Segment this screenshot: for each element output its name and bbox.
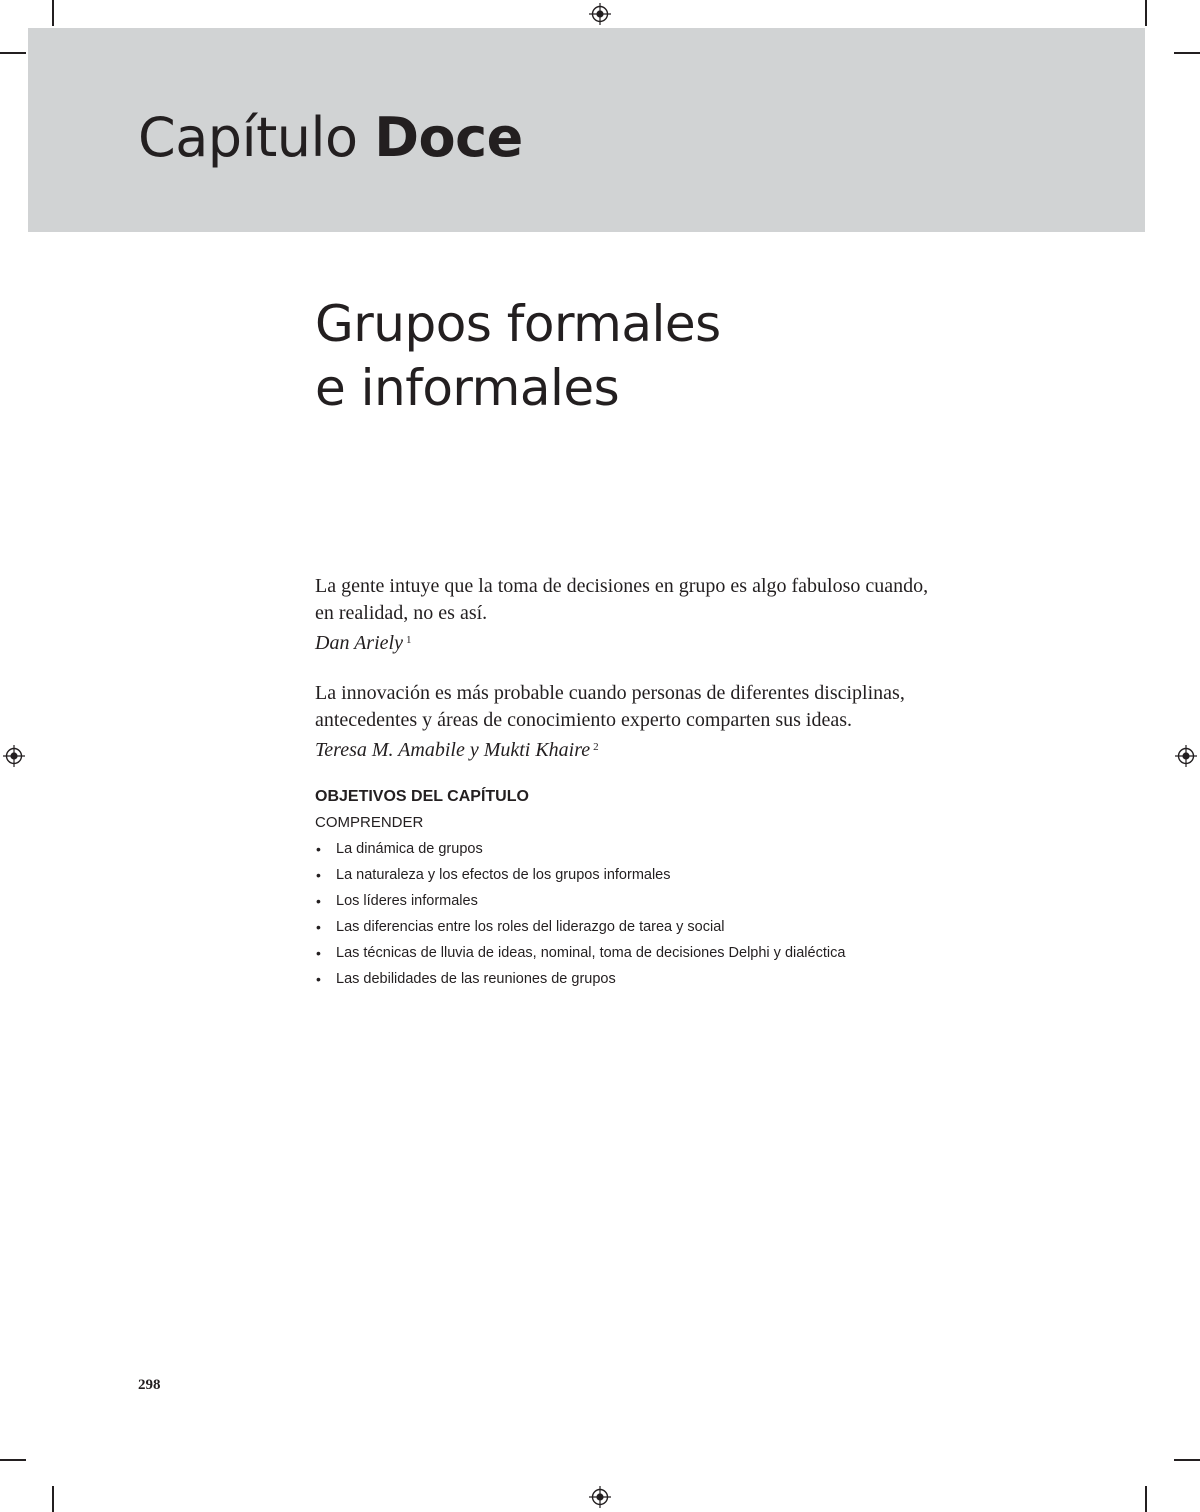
epigraph [315,573,1075,657]
objective-item [315,914,1115,940]
crop-mark-left-bottom [0,1459,26,1461]
chapter-title [315,292,721,420]
crop-mark-top-right [1145,0,1147,26]
bullet-icon: • [316,893,321,909]
crop-mark-right-top [1174,52,1200,54]
objective-item [315,940,1115,966]
registration-mark-left-icon [3,745,25,767]
bullet-icon: • [316,945,321,961]
registration-mark-right-icon [1175,745,1197,767]
bullet-icon: • [316,919,321,935]
objective-item [315,966,1115,992]
chapter-title-line-1: Grupos formales [315,295,721,353]
epigraph-quote-line: en realidad, no es así. [315,602,488,624]
objective-text: Los líderes informales [336,893,478,909]
epigraph-attribution [315,734,1075,764]
chapter-heading [138,106,523,169]
objectives-heading: OBJETIVOS DEL CAPÍTULO [315,788,529,805]
chapter-number: Doce [374,106,523,169]
objective-item [315,836,1115,862]
objective-text: Las técnicas de lluvia de ideas, nominal, toma de decisiones Delphi y dialéctica [336,945,846,961]
page-number: 298 [138,1377,161,1393]
footnote-reference: 1 [405,634,412,646]
registration-mark-top-icon [589,3,611,25]
registration-mark-bottom-icon [589,1486,611,1508]
chapter-band [28,28,1145,232]
objective-item [315,888,1115,914]
crop-mark-bottom-right [1145,1486,1147,1512]
epigraph-author: Dan Ariely [315,632,403,654]
objective-text: Las diferencias entre los roles del liderazgo de tarea y social [336,919,725,935]
bullet-icon: • [316,841,321,857]
objectives-list [315,836,1115,992]
epigraphs [315,573,1075,787]
chapter-objectives [315,786,1115,992]
objective-item [315,862,1115,888]
epigraph [315,680,1075,764]
bullet-icon: • [316,971,321,987]
footnote-reference: 2 [593,741,599,753]
bullet-icon: • [316,867,321,883]
crop-mark-left-top [0,52,26,54]
objective-text: La naturaleza y los efectos de los grupos informales [336,867,671,883]
crop-mark-bottom-left [52,1486,54,1512]
objective-text: Las debilidades de las reuniones de grupos [336,971,616,987]
crop-mark-top-left [52,0,54,26]
chapter-label: Capítulo [138,106,358,169]
epigraph-quote-line: antecedentes y áreas de conocimiento experto comparten sus ideas. [315,709,853,731]
epigraph-author: Teresa M. Amabile y Mukti Khaire [315,739,591,761]
epigraph-quote-line: La gente intuye que la toma de decisiones en grupo es algo fabuloso cuando, [315,575,929,597]
crop-mark-right-bottom [1174,1459,1200,1461]
epigraph-quote-line: La innovación es más probable cuando personas de diferentes disciplinas, [315,682,905,704]
objective-text: La dinámica de grupos [336,841,483,857]
objectives-subheading: COMPRENDER [315,814,424,831]
epigraph-attribution [315,627,1075,657]
chapter-title-line-2: e informales [315,359,620,417]
